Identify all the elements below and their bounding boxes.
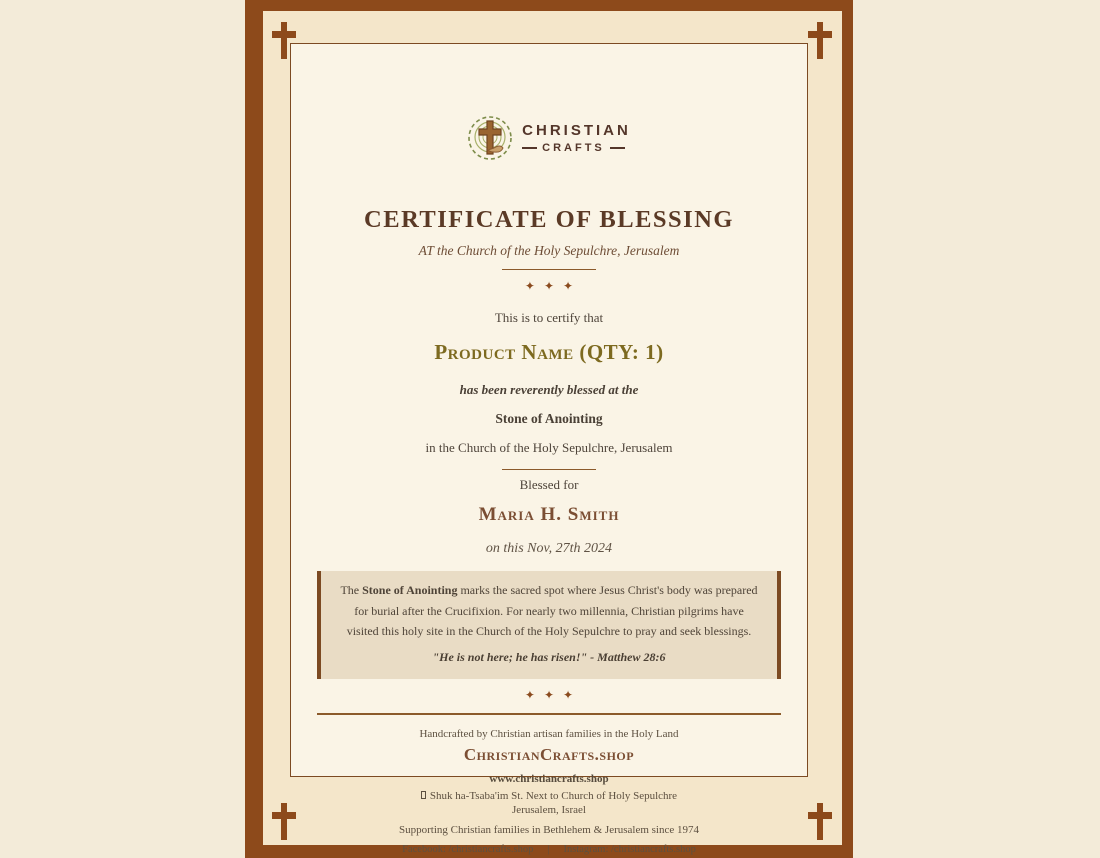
social-links-line xyxy=(402,844,696,855)
product-name: Product Name (QTY: 1) xyxy=(434,340,664,364)
blessed-line: has been reverently blessed at the xyxy=(459,382,639,397)
certify-line: This is to certify that xyxy=(494,310,604,325)
dash-decoration xyxy=(522,147,537,149)
address-line-2: Jerusalem, Israel xyxy=(512,804,586,817)
certificate-title: CERTIFICATE OF BLESSING xyxy=(364,206,734,233)
brand-line: ChristianCrafts.shop xyxy=(463,744,635,764)
certificate-frame xyxy=(245,0,853,858)
brand-wordmark xyxy=(522,122,631,154)
missing-glyph-box xyxy=(421,791,426,799)
brand-subname: CRAFTS xyxy=(522,142,625,154)
cross-in-wood-circle-icon xyxy=(467,115,513,161)
separator: | xyxy=(547,844,550,856)
blessed-for-label: Blessed for xyxy=(519,477,579,492)
description-bold-term: Stone of Anointing xyxy=(362,583,458,597)
dash-decoration xyxy=(610,147,625,149)
website-line: www.christiancrafts.shop xyxy=(489,772,609,785)
address-line-1: Shuk ha-Tsaba'im St. Next to Church of Holy Sepulchre xyxy=(429,789,678,802)
brand-name: CHRISTIAN xyxy=(522,122,631,139)
place-name: Stone of Anointing xyxy=(495,411,603,426)
divider xyxy=(502,269,596,270)
three-stars-ornament: ✦✦✦ xyxy=(524,279,583,293)
certificate-subtitle: AT the Church of the Holy Sepulchre, Jerusalem xyxy=(418,243,680,258)
divider xyxy=(502,469,596,470)
corner-cross-icon xyxy=(272,803,296,840)
three-stars-ornament: ✦✦✦ xyxy=(524,687,583,702)
handcrafted-line: Handcrafted by Christian artisan families in the Holy Land xyxy=(419,727,679,740)
description-text: The Stone of Anointing marks the sacred spot where Jesus Christ's body was prepared for burial after the Crucifixion. For nearly two millennia, Christian pilgrims have visited this holy site in the Church of the Holy Sepulchre to pray and seek blessings. xyxy=(340,583,758,639)
corner-cross-icon xyxy=(808,22,832,59)
address-block xyxy=(421,789,677,819)
church-line: in the Church of the Holy Sepulchre, Jerusalem xyxy=(425,440,673,455)
corner-cross-icon xyxy=(808,803,832,840)
certificate-panel xyxy=(290,43,808,856)
brand-logo xyxy=(467,115,631,161)
facebook-handle: Facebook: /christiancrafts.shop xyxy=(402,844,534,856)
footer-divider xyxy=(317,713,781,715)
recipient-name: Maria H. Smith xyxy=(478,504,620,525)
instagram-handle: Instagram: /christiancrafts.shop xyxy=(563,844,696,856)
description-box xyxy=(317,571,781,679)
supporting-line: Supporting Christian families in Bethlehem & Jerusalem since 1974 xyxy=(398,824,699,837)
blessing-date: on this Nov, 27th 2024 xyxy=(485,541,613,556)
bible-verse: "He is not here; he has risen!" - Matthew 28:6 xyxy=(432,649,666,664)
